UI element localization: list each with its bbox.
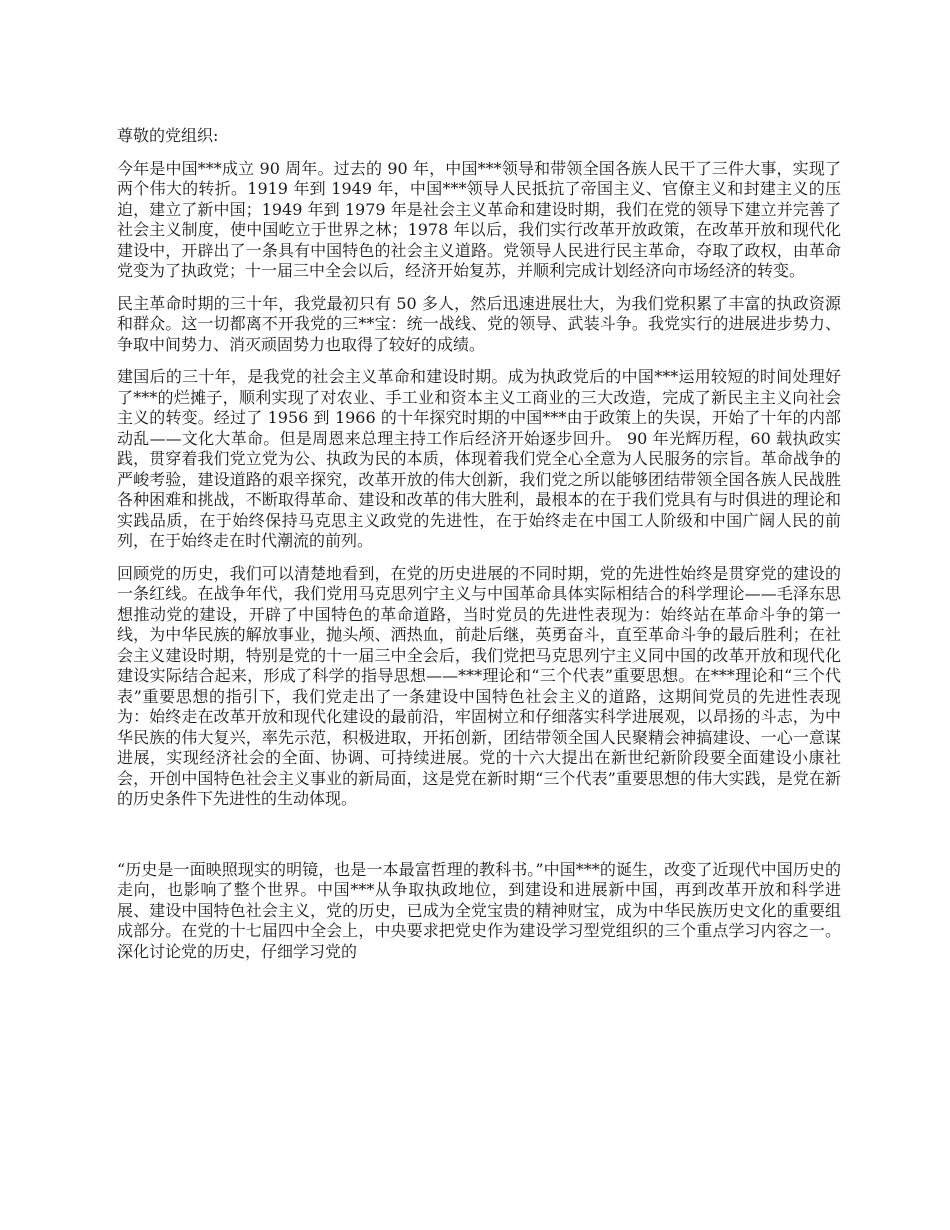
paragraph-2: 民主革命时期的三十年，我党最初只有 50 多人，然后迅速进展壮大，为我们党积累了丰富的执政资源和群众。这一切都离不开我党的三**宝：统一战线、党的领导、武装斗争。我党实行的进展进步势力、争取中间势力、消灭顽固势力也取得了较好的成绩。 [117,293,841,354]
paragraph-1: 今年是中国***成立 90 周年。过去的 90 年，中国***领导和带领全国各族人民干了三件大事，实现了两个伟大的转折。1919 年到 1949 年，中国***领导人民抵抗了帝国主义、官僚主义和封建主义的压迫，建立了新中国；1949 年到 1979 年是社会主义革命和建设时期，我们在党的领导下建立并完善了社会主义制度，使中国屹立于世界之林；1978 年以后，我们实行改革开放政策，在改革开放和现代化建设中，开辟出了一条具有中国特色的社会主义道路。党领导人民进行民主革命，夺取了政权，由革命党变为了执政党；十一届三中全会以后，经济开始复苏，并顺利完成计划经济向市场经济的转变。 [117,158,841,280]
paragraph-4: 回顾党的历史，我们可以清楚地看到，在党的历史进展的不同时期，党的先进性始终是贯穿党的建设的一条红线。在战争年代，我们党用马克思列宁主义与中国革命具体实际相结合的科学理论——毛泽东思想推动党的建设，开辟了中国特色的革命道路，当时党员的先进性表现为：始终站在革命斗争的第一线，为中华民族的解放事业，抛头颅、洒热血，前赴后继，英勇奋斗，直至革命斗争的最后胜利；在社会主义建设时期，特别是党的十一届三中全会后，我们党把马克思列宁主义同中国的改革开放和现代化建设实际结合起来，形成了科学的指导思想——***理论和“三个代表”重要思想。在***理论和“三个代表”重要思想的指引下，我们党走出了一条建设中国特色社会主义的道路，这期间党员的先进性表现为：始终走在改革开放和现代化建设的最前沿，牢固树立和仔细落实科学进展观，以昂扬的斗志，为中华民族的伟大复兴，率先示范，积极进取，开拓创新，团结带领全国人民聚精会神搞建设、一心一意谋进展，实现经济社会的全面、协调、可持续进展。党的十六大提出在新世纪新阶段要全面建设小康社会，开创中国特色社会主义事业的新局面，这是党在新时期“三个代表”重要思想的伟大实践，是党在新的历史条件下先进性的生动体现。 [117,563,841,808]
salutation: 尊敬的党组织: [117,126,219,145]
paragraph-3: 建国后的三十年，是我党的社会主义革命和建设时期。成为执政党后的中国***运用较短的时间处理好了***的烂摊子，顺利实现了对农业、手工业和资本主义工商业的三大改造，完成了新民主主义向社会主义的转变。经过了 1956 到 1966 的十年探究时期的中国***由于政策上的失误，开始了十年的内部动乱——文化大革命。但是周恩来总理主持工作后经济开始逐步回升。 90 年光辉历程，60 载执政实践，贯穿着我们党立党为公、执政为民的本质，体现着我们党全心全意为人民服务的宗旨。革命战争的严峻考验，建设道路的艰辛探究，改革开放的伟大创新，我们党之所以能够团结带领全国各族人民战胜各种困难和挑战，不断取得革命、建设和改革的伟大胜利，最根本的在于我们党具有与时俱进的理论和实践品质，在于始终保持马克思主义政党的先进性，在于始终走在中国工人阶级和中国广阔人民的前列，在于始终走在时代潮流的前列。 [117,367,841,550]
paragraph-5: “历史是一面映照现实的明镜，也是一本最富哲理的教科书。”中国***的诞生，改变了近现代中国历史的走向，也影响了整个世界。中国***从争取执政地位，到建设和进展新中国，再到改革开放和科学进展、建设中国特色社会主义，党的历史，已成为全党宝贵的精神财宝，成为中华民族历史文化的重要组成部分。在党的十七届四中全会上，中央要求把党史作为建设学习型党组织的三个重点学习内容之一。深化讨论党的历史，仔细学习党的 [117,859,841,961]
document-body [117,126,841,974]
paragraph-gap [117,822,841,860]
